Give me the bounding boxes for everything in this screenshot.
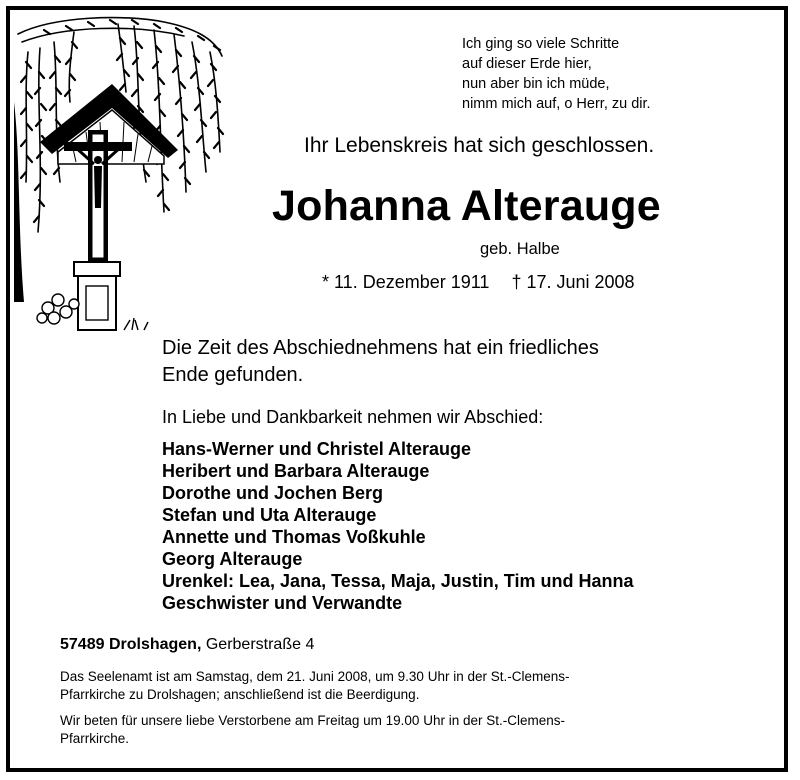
obituary-notice — [6, 6, 788, 772]
poem — [462, 34, 651, 114]
mourner-entry: Geschwister und Verwandte — [162, 593, 403, 613]
maiden-name: geb. Halbe — [480, 240, 560, 258]
mourner-entry: Hans-Werner und Christel Alterauge — [162, 439, 472, 459]
wayside-cross-illustration — [14, 12, 228, 338]
notice-line: Pfarrkirche zu Drolshagen; anschließend ist die Beerdigung. — [60, 687, 420, 702]
mourner-entry: Heribert und Barbara Alterauge — [162, 461, 430, 481]
notice-line: Wir beten für unsere liebe Verstorbene am Freitag um 19.00 Uhr in der St.-Clemens- — [60, 713, 565, 728]
mourner-entry: Urenkel: Lea, Jana, Tessa, Maja, Justin, Tim und Hanna — [162, 571, 634, 591]
birth-date: * 11. Dezember 1911 — [322, 272, 490, 292]
life-dates — [322, 272, 635, 293]
closing-line: Die Zeit des Abschiednehmens hat ein friedliches — [162, 337, 599, 359]
poem-line: nimm mich auf, o Herr, zu dir. — [462, 96, 651, 112]
prayer-notice — [60, 712, 750, 748]
address-street: Gerberstraße 4 — [205, 636, 315, 653]
address-city: 57489 Drolshagen, — [60, 636, 202, 653]
mourners-list — [162, 438, 633, 614]
notice-line: Das Seelenamt ist am Samstag, dem 21. Juni 2008, um 9.30 Uhr in der St.-Clemens- — [60, 669, 570, 684]
deceased-name: Johanna Alterauge — [272, 182, 661, 230]
requiem-notice — [60, 668, 750, 704]
intro-line: Ihr Lebenskreis hat sich geschlossen. — [304, 134, 655, 157]
closing-line: Ende gefunden. — [162, 364, 304, 386]
mourners-intro: In Liebe und Dankbarkeit nehmen wir Abschied: — [162, 407, 544, 427]
poem-line: auf dieser Erde hier, — [462, 56, 592, 72]
mourner-entry: Dorothe und Jochen Berg — [162, 483, 384, 503]
mourner-entry: Georg Alterauge — [162, 549, 303, 569]
poem-line: nun aber bin ich müde, — [462, 76, 610, 92]
address — [60, 636, 314, 654]
mourner-entry: Annette und Thomas Voßkuhle — [162, 527, 426, 547]
poem-line: Ich ging so viele Schritte — [462, 36, 620, 52]
mourner-entry: Stefan und Uta Alterauge — [162, 505, 377, 525]
death-date: † 17. Juni 2008 — [511, 272, 635, 292]
notice-line: Pfarrkirche. — [60, 731, 130, 746]
closing-text — [162, 335, 722, 389]
